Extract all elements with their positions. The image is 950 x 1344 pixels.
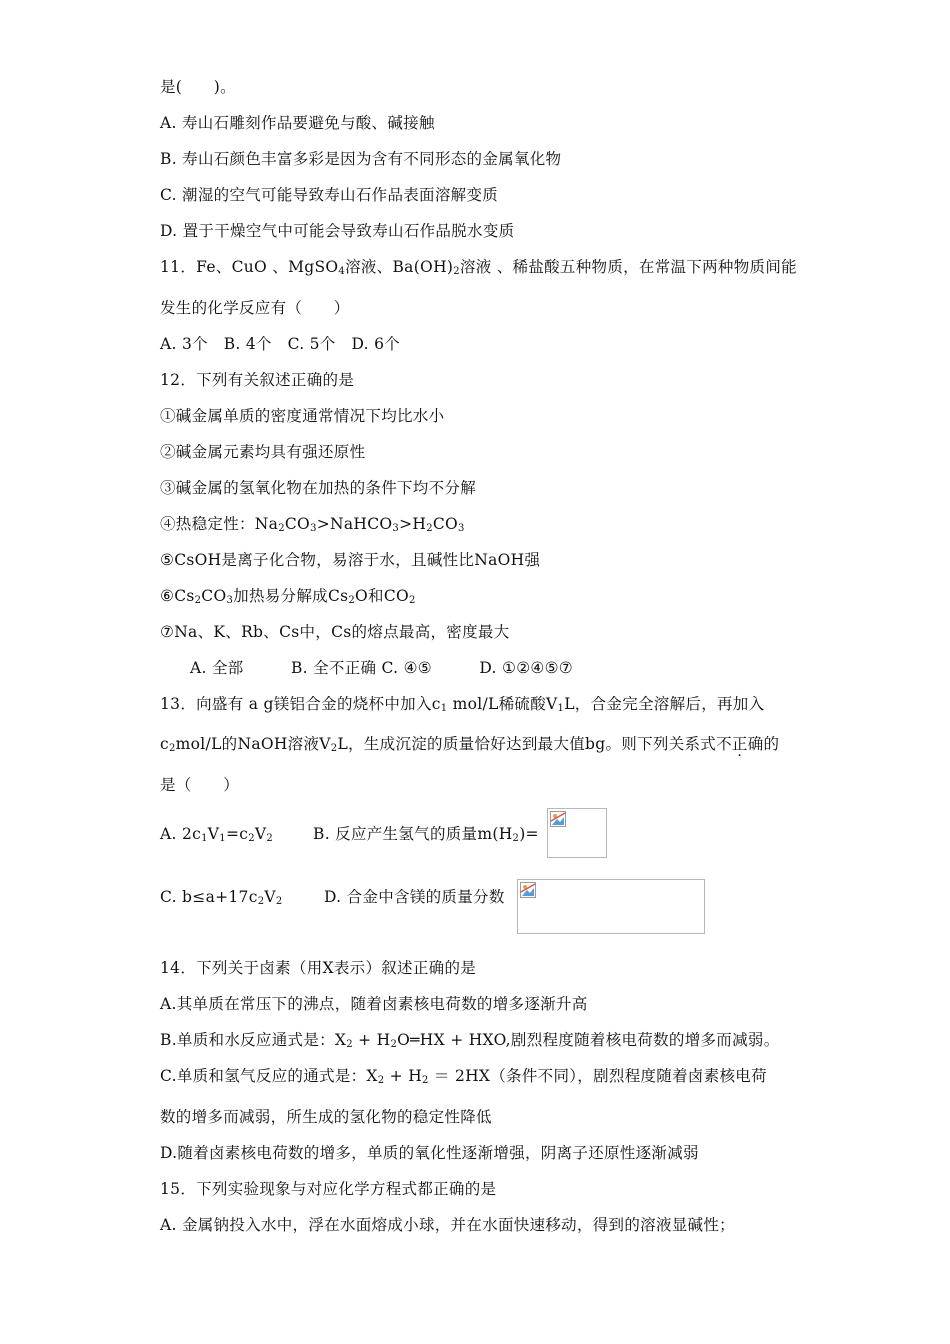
q12-statement-5: ⑤CsOH是离子化合物，易溶于水，且碱性比NaOH强 [160, 551, 541, 569]
q12-stem: 12．下列有关叙述正确的是 [160, 371, 355, 389]
q10-stem-tail: 是( )。 [160, 78, 236, 96]
q11-stem-line2: 发生的化学反应有（ ） [160, 299, 350, 317]
q15-option-a: A. 金属钠投入水中，浮在水面熔成小球，并在水面快速移动，得到的溶液显碱性； [160, 1216, 735, 1234]
q14-option-a: A.其单质在常压下的沸点，随着卤素核电荷数的增多逐渐升高 [160, 995, 588, 1013]
q10-option-b: B. 寿山石颜色丰富多彩是因为含有不同形态的金属氧化物 [160, 150, 562, 168]
q13-option-a: A. $2c_1V_1=c_2V_2$ [160, 825, 274, 844]
q13-stem-line2: $c_2mol/L$的NaOH溶液$V_2L$，生成沉淀的质量恰好达到最大值bg。则下列关系式不正确的 [160, 735, 780, 754]
q14-option-d: D.随着卤素核电荷数的增多，单质的氧化性逐渐增强，阴离子还原性逐渐减弱 [160, 1144, 699, 1162]
q12-statement-3: ③碱金属的氢氧化物在加热的条件下均不分解 [160, 479, 477, 497]
q15-stem: 15．下列实验现象与对应化学方程式都正确的是 [160, 1180, 497, 1198]
q10-option-c: C. 潮湿的空气可能导致寿山石作品表面溶解变质 [160, 186, 499, 204]
q10-option-a: A. 寿山石雕刻作品要避免与酸、碱接触 [160, 114, 435, 132]
q13-option-d-formula-image [517, 879, 705, 934]
q14-option-b: B.单质和水反应通式是：$X_2$ + $H_2O═HX$ + HXO,剧烈程度随着核电荷数的增多而减弱。 [160, 1031, 780, 1050]
q12-statement-7: ⑦Na、K、Rb、Cs中，Cs的熔点最高，密度最大 [160, 623, 510, 641]
q12-statement-6: $⑥Cs_2CO_3$加热易分解成$Cs_2O$和$CO_2$ [160, 587, 416, 606]
broken-image-icon [550, 811, 566, 827]
q10-option-d: D. 置于干燥空气中可能会导致寿山石作品脱水变质 [160, 222, 515, 240]
q12-statement-2: ②碱金属元素均具有强还原性 [160, 443, 366, 461]
q13-stem-line3: 是（ ） [160, 776, 240, 794]
q12-options: A. 全部 B. 全不正确 C. ④⑤ D. ①②④⑤⑦ [190, 659, 573, 677]
broken-image-icon [520, 882, 536, 898]
q12-statement-1: ①碱金属单质的密度通常情况下均比水小 [160, 407, 445, 425]
q13-stem-line1: 13．向盛有 a g镁铝合金的烧杯中加入$c_1$ mol/L稀硫酸$V_1L$，合金完全溶解后，再加入 [160, 695, 765, 714]
q13-option-b: B. 反应产生氢气的质量$m(H_2)=$ [313, 825, 539, 844]
q12-statement-4: ④热稳定性：$Na_2CO_3>NaHCO_3>H_2CO_3$ [160, 515, 465, 534]
q14-option-c-line1: C.单质和氢气反应的通式是：$X_2 + H_2 = 2HX$（条件不同），剧烈程度随着卤素核电荷 [160, 1067, 767, 1086]
q13-option-c: C. $b\le a+17c_2V_2$ [160, 888, 283, 907]
q11-options: A. 3个 B. 4个 C. 5个 D. 6个 [160, 335, 401, 353]
q11-stem-line1: 11．Fe、CuO 、MgSO$_4$溶液、$Ba(OH)_2$溶液 、稀盐酸五种物质，在常温下两种物质间能 [160, 258, 797, 277]
q13-option-d: D. 合金中含镁的质量分数 [324, 888, 505, 906]
q14-stem: 14．下列关于卤素（用X表示）叙述正确的是 [160, 959, 477, 977]
q14-option-c-line2: 数的增多而减弱，所生成的氢化物的稳定性降低 [160, 1108, 492, 1126]
q13-emphasis-not-correct: 不正确 [716, 735, 764, 753]
q13-option-b-formula-image [547, 808, 607, 858]
